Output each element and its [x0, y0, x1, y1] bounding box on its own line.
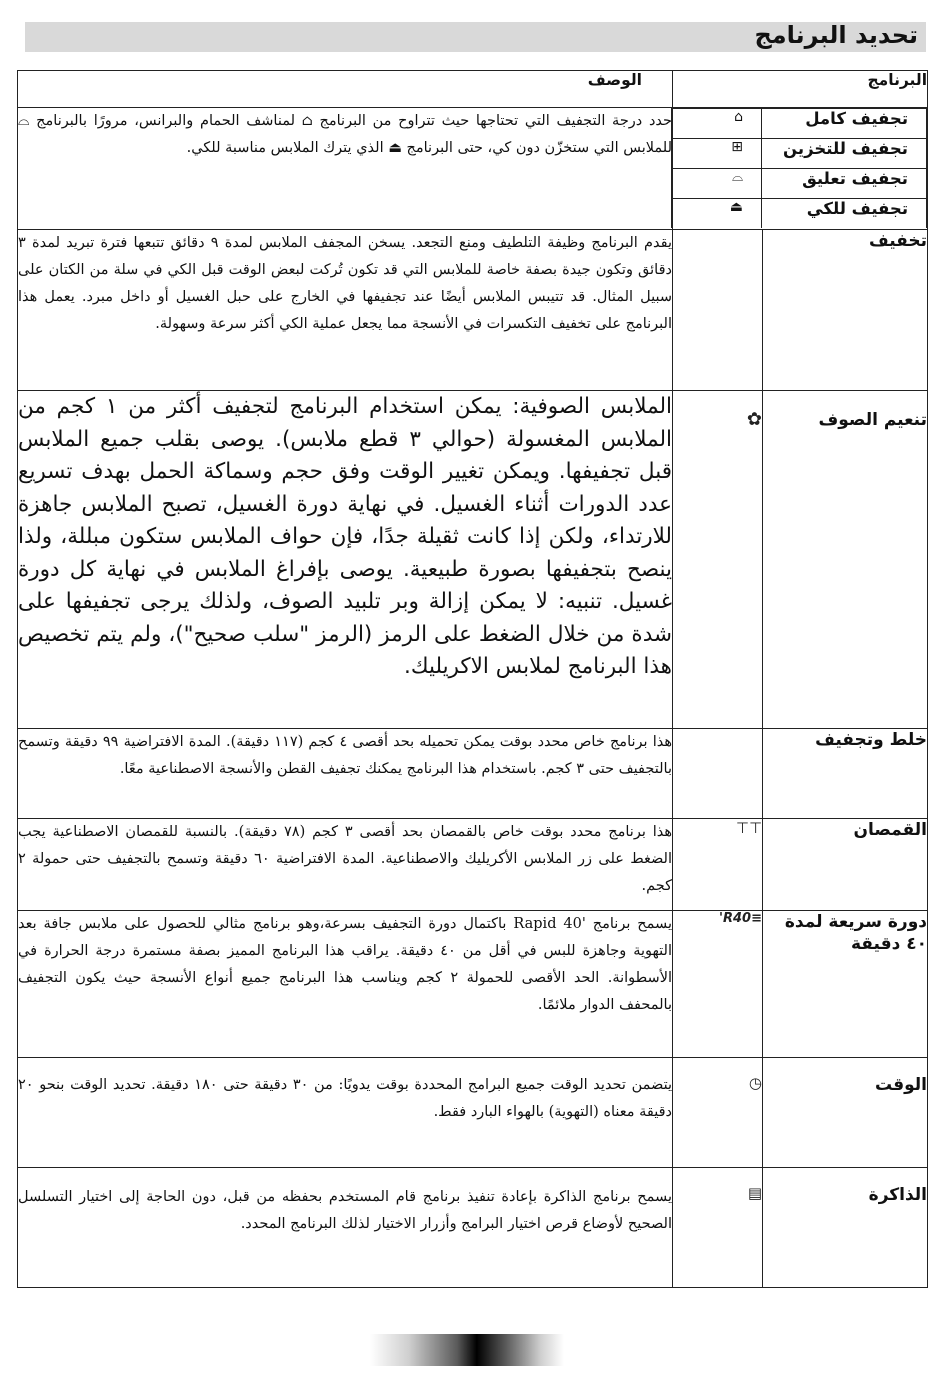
drying-levels-cell	[673, 108, 928, 230]
program-description: الملابس الصوفية: يمكن استخدام البرنامج لتجفيف أكثر من ١ كجم من الملابس المغسولة (حوالي ٣ قطع ملابس). يوصى بقلب جميع الملابس قبل تجفيفها. ويمكن تغيير الوقت وفق حجم وسماكة الحمل بهدف تسريع عدد الدورات أثناء الغسيل. في نهاية دورة الغسيل، تصبح الملابس جاهزة للارتداء، ولكن إذا كانت ثقيلة جدًا، فإن حواف الملابس ستكون مبللة، ولذا ينصح بتجفيفها بصورة طبيعية. يوصى بإفراغ الملابس في نهاية كل دورة غسيل. تنبيه: لا يمكن إزالة وبر تلبيد الصوف، ولذلك يرجى تجفيفها على شدة من خلال الضغط على الرمز (الرمز "سلب صحيح")، ولم يتم تخصيص هذا البرنامج لملابس الاكريليك.	[18, 391, 673, 729]
clock-icon: ◷	[673, 1058, 763, 1168]
table-row	[18, 230, 928, 391]
program-icon	[673, 729, 763, 819]
program-name: تجفيف للكي	[762, 199, 927, 229]
table-row	[18, 911, 928, 1058]
program-description: حدد درجة التجفيف التي تحتاجها حيث تتراوح من البرنامج ⌂ لمناشف الحمام والبرانس، مرورًا بالبرنامج ⌓ للملابس التي ستخزّن دون كي، حتى البرنامج ⏏ الذي يترك الملابس مناسبة للكي.	[18, 108, 673, 230]
program-description: يسمح برنامج الذاكرة بإعادة تنفيذ برنامج قام المستخدم بحفظه من قبل، دون الحاجة إلى اختيار التسلسل الصحيح لأوضاع قرص اختيار البرامج وأزرار الاختيار لذلك البرنامج المحدد.	[18, 1168, 673, 1288]
program-description: هذا برنامج خاص محدد بوقت يمكن تحميله بحد أقصى ٤ كجم (١١٧ دقيقة). المدة الافتراضية ٩٩ دقيقة وتسمح بالتجفيف حتى ٣ كجم. باستخدام هذا البرنامج يمكنك تجفيف القطن والأنسجة الاصطناعية معًا.	[18, 729, 673, 819]
iron-dry-icon: ⏏	[672, 199, 762, 229]
program-name: خلط وتجفيف	[763, 729, 928, 819]
page-title: تحديد البرنامج	[754, 21, 918, 49]
header-description: الوصف	[18, 71, 673, 108]
list-item	[672, 139, 927, 169]
table-row	[18, 391, 928, 729]
program-name: الذاكرة	[763, 1168, 928, 1288]
storage-dry-icon: ⊞	[672, 139, 762, 169]
program-name: تجفيف كامل	[762, 109, 927, 139]
program-description: هذا برنامج محدد بوقت خاص بالقمصان بحد أقصى ٣ كجم (٧٨ دقيقة). بالنسبة للقمصان الاصطناعية يجب الضغط على زر الملابس الأكريليك والاصطناعية. المدة الافتراضية ٦٠ دقيقة وتسمح بالتجفيف حتى حمولة ٢ كجم.	[18, 819, 673, 911]
programs-table	[17, 70, 928, 1288]
table-row	[18, 819, 928, 911]
table-row-drying-levels	[18, 108, 928, 230]
program-description: يتضمن تحديد الوقت جميع البرامج المحددة بوقت يدويًا: من ٣٠ دقيقة حتى ١٨٠ دقيقة. تحديد الوقت بنحو ٢٠ دقيقة معناه (التهوية) بالهواء البارد فقط.	[18, 1058, 673, 1168]
table-row	[18, 1058, 928, 1168]
list-item	[672, 109, 927, 139]
program-name: تخفيف	[763, 230, 928, 391]
table-row	[18, 1168, 928, 1288]
memory-icon: ▤	[673, 1168, 763, 1288]
program-icon	[673, 230, 763, 391]
cupboard-dry-icon: ⌂	[672, 109, 762, 139]
program-name: الوقت	[763, 1058, 928, 1168]
program-name: دورة سريعة لمدة ٤٠ دقيقة	[763, 911, 928, 1058]
program-name: القمصان	[763, 819, 928, 911]
drying-levels-list	[671, 108, 927, 228]
list-item	[672, 199, 927, 229]
page-footer-bar	[370, 1334, 564, 1366]
program-description: يسمح برنامج 'Rapid 40 باكتمال دورة التجفيف بسرعة،وهو برنامج مثالي للحصول على ملابس جافة بعد التهوية وجاهزة للبس في أقل من ٤٠ دقيقة. يراقب هذا البرنامج المميز بصفة مستمرة درجة الحرارة في الأسطوانة. الحد الأقصى للحمولة ٢ كجم ويناسب هذا البرنامج جميع أنواع الأنسجة حيث يكون التجفيف بالمحفف الدوار ملائمًا.	[18, 911, 673, 1058]
program-description: يقدم البرنامج وظيفة التلطيف ومنع التجعد. يسخن المجفف الملابس لمدة ٩ دقائق تتبعها فترة تبريد لمدة ٣ دقائق وتكون جيدة بصفة خاصة للملابس التي قد تكون تُركت لبعض الوقت قبل الكي في سلة من الكتان على سبيل المثال. قد تتيبس الملابس أيضًا عند تجفيفها في الخارج على حبل الغسيل أو داخل مبرد. يعمل هذا البرنامج على تخفيف التكسرات في الأنسجة مما يجعل عملية الكي أكثر سرعة وسهولة.	[18, 230, 673, 391]
program-name: تجفيف تعليق	[762, 169, 927, 199]
table-header-row	[18, 71, 928, 108]
program-name: تجفيف للتخزين	[762, 139, 927, 169]
list-item	[672, 169, 927, 199]
hanger-dry-icon: ⌓	[672, 169, 762, 199]
rapid-40-icon: ≡R40'	[673, 911, 763, 1058]
program-name: تنعيم الصوف	[763, 391, 928, 729]
shirt-icon: ⊤⊤	[673, 819, 763, 911]
table-row	[18, 729, 928, 819]
wool-icon: ✿	[673, 391, 763, 729]
header-program: البرنامج	[673, 71, 928, 108]
